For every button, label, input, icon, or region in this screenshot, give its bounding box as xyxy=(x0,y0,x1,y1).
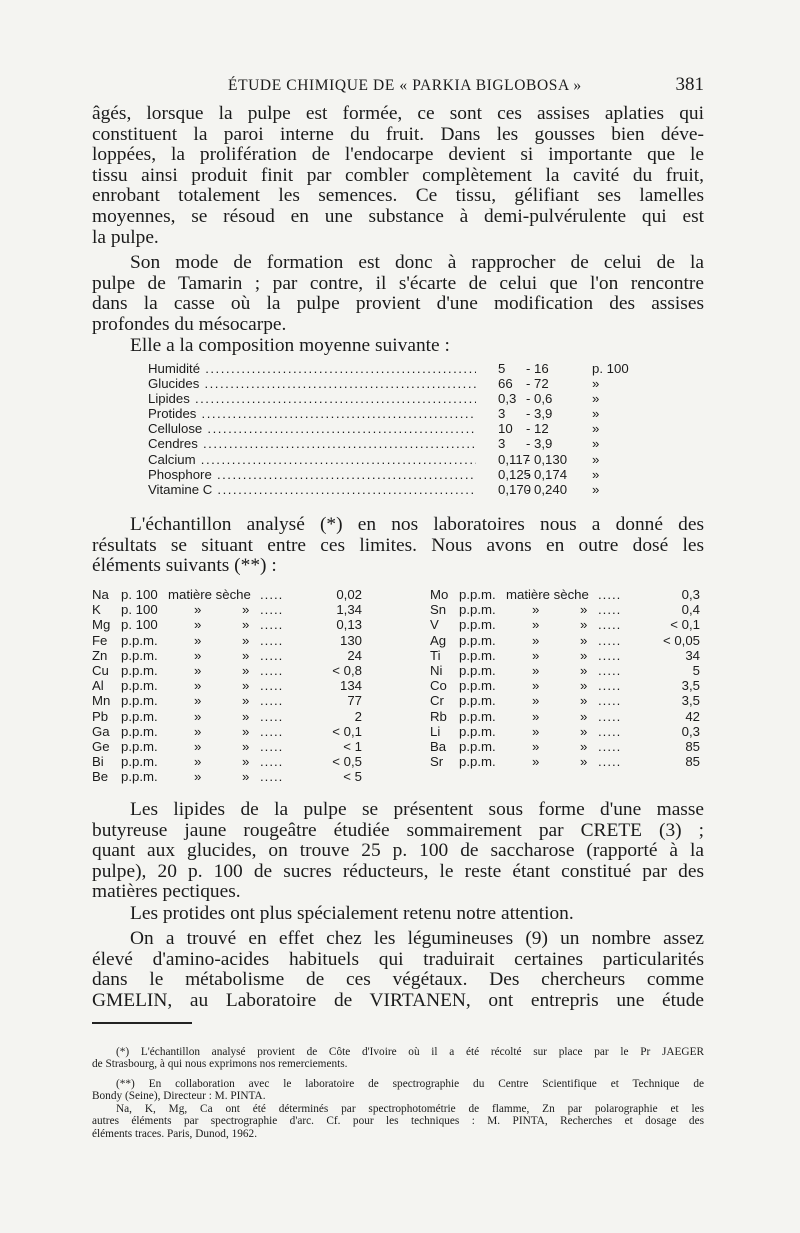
element-sym: Cu xyxy=(92,662,109,678)
composition-row xyxy=(148,436,648,451)
composition-row xyxy=(148,406,648,421)
element-q2: » xyxy=(242,769,250,785)
composition-low: 0,125 xyxy=(498,466,532,482)
element-row xyxy=(92,617,362,632)
running-title: ÉTUDE CHIMIQUE DE « PARKIA BIGLOBOSA » xyxy=(228,77,582,94)
text-line: la pulpe. xyxy=(92,226,159,248)
element-sym: Ni xyxy=(430,662,443,678)
element-q1: » xyxy=(194,602,202,618)
element-row xyxy=(92,709,362,724)
element-val: < 0,05 xyxy=(662,632,700,648)
element-val: 5 xyxy=(692,662,700,678)
footnote-divider xyxy=(92,1022,192,1024)
composition-unit: » xyxy=(592,436,600,452)
text-line: loppées, la prolifération de l'endocarpe devient si importante que le xyxy=(92,144,704,166)
element-dots: ..... xyxy=(260,602,284,618)
element-q1: » xyxy=(532,662,540,678)
element-row xyxy=(92,663,362,678)
element-unit: p.p.m. xyxy=(459,693,496,709)
element-unit: p.p.m. xyxy=(121,723,158,739)
element-q2: » xyxy=(580,693,588,709)
element-q2: » xyxy=(242,632,250,648)
element-sym: Ga xyxy=(92,723,110,739)
element-sym: Ti xyxy=(430,647,441,663)
element-unit: p.p.m. xyxy=(459,647,496,663)
composition-label: Protides ..... xyxy=(148,406,476,421)
element-val: 85 xyxy=(685,738,700,754)
element-mat: matière sèche xyxy=(168,587,251,602)
text-line: quant aux glucides, on trouve 25 p. 100 de saccharose (rapporté à la xyxy=(92,840,704,862)
element-sym: Ge xyxy=(92,738,110,754)
element-unit: p.p.m. xyxy=(459,754,496,770)
element-dots: ..... xyxy=(598,693,622,709)
element-dots: ..... xyxy=(260,662,284,678)
element-dots: ..... xyxy=(598,723,622,739)
text-line: âgés, lorsque la pulpe est formée, ce sont ces assises aplaties qui xyxy=(92,103,704,124)
element-sym: Mn xyxy=(92,693,111,709)
element-val: < 0,1 xyxy=(670,617,700,633)
element-q1: » xyxy=(532,632,540,648)
element-q1: » xyxy=(532,602,540,618)
page-number: 381 xyxy=(675,74,704,95)
composition-unit: » xyxy=(592,466,600,482)
element-row xyxy=(92,633,362,648)
text-line: élevé d'amino-acides habituels qui traduirait certaines particularités xyxy=(92,948,704,970)
element-dots: ..... xyxy=(260,587,284,602)
element-val: < 5 xyxy=(343,769,362,785)
composition-table xyxy=(148,361,648,497)
element-unit: p.p.m. xyxy=(459,723,496,739)
text-line: GMELIN, au Laboratoire de VIRTANEN, ont entrepris une étude xyxy=(92,989,704,1011)
element-val: 34 xyxy=(685,647,700,663)
element-row xyxy=(92,678,362,693)
element-dots: ..... xyxy=(598,632,622,648)
element-dots: ..... xyxy=(598,678,622,694)
text-line: moyennes, se résoud en une substance à demi-pulvérulente qui est xyxy=(92,205,704,227)
element-q2: » xyxy=(242,662,250,678)
element-row xyxy=(430,754,700,769)
element-val: 134 xyxy=(339,678,362,694)
element-val: < 0,5 xyxy=(332,754,362,770)
element-row xyxy=(92,648,362,663)
footnote-line: éléments traces. Paris, Dunod, 1962. xyxy=(92,1127,258,1140)
element-q1: » xyxy=(194,738,202,754)
element-unit: p.p.m. xyxy=(459,662,496,678)
element-sym: Ag xyxy=(430,632,447,648)
element-sym: Fe xyxy=(92,632,108,648)
element-sym: Co xyxy=(430,678,447,694)
element-q2: » xyxy=(242,602,250,618)
paragraph-composition-intro xyxy=(92,336,704,357)
composition-unit: » xyxy=(592,376,600,392)
element-row xyxy=(430,739,700,754)
element-val: 1,34 xyxy=(336,602,362,618)
composition-unit: » xyxy=(592,406,600,422)
element-q1: » xyxy=(532,754,540,770)
element-q2: » xyxy=(580,617,588,633)
element-sym: Cr xyxy=(430,693,444,709)
composition-high: - 0,174 xyxy=(526,466,568,482)
composition-label: Glucides ..... xyxy=(148,376,476,391)
element-row xyxy=(430,602,700,617)
paragraph-amino-acids xyxy=(92,929,704,1011)
paragraph-sample-analysis xyxy=(92,515,704,577)
element-sym: Mg xyxy=(92,617,111,633)
text-line: Elle a la composition moyenne suivante : xyxy=(130,335,450,356)
element-q2: » xyxy=(580,754,588,770)
element-q1: » xyxy=(532,647,540,663)
composition-high: - 0,130 xyxy=(526,451,568,467)
element-val: 130 xyxy=(339,632,362,648)
text-line: pulpe de Tamarin ; par contre, il s'écarte de celui que l'on rencontre xyxy=(92,272,704,294)
element-sym: Bi xyxy=(92,754,104,770)
footnote-line: Na, K, Mg, Ca ont été déterminés par spectrophotométrie de flamme, Zn par polarographie et les xyxy=(116,1103,704,1115)
text-line: Son mode de formation est donc à rapprocher de celui de la xyxy=(130,252,704,273)
element-row xyxy=(430,709,700,724)
element-q1: » xyxy=(532,693,540,709)
element-q1: » xyxy=(194,647,202,663)
element-val: < 0,1 xyxy=(332,723,362,739)
element-row xyxy=(430,693,700,708)
element-q2: » xyxy=(580,738,588,754)
element-sym: Rb xyxy=(430,708,447,724)
element-val: < 0,8 xyxy=(332,662,362,678)
element-q1: » xyxy=(194,754,202,770)
composition-low: 0,3 xyxy=(498,391,517,407)
text-line: Les protides ont plus spécialement retenu notre attention. xyxy=(130,903,574,924)
composition-low: 66 xyxy=(498,376,513,392)
element-sym: Mo xyxy=(430,587,449,602)
element-q1: » xyxy=(532,678,540,694)
element-val: 0,4 xyxy=(681,602,700,618)
element-row xyxy=(430,724,700,739)
composition-low: 10 xyxy=(498,421,513,437)
composition-row xyxy=(148,452,648,467)
element-sym: V xyxy=(430,617,439,633)
composition-unit: » xyxy=(592,421,600,437)
composition-high: - 72 xyxy=(526,376,549,392)
element-dots: ..... xyxy=(598,617,622,633)
element-q1: » xyxy=(532,738,540,754)
element-unit: p.p.m. xyxy=(121,754,158,770)
element-q1: » xyxy=(194,693,202,709)
composition-unit: p. 100 xyxy=(592,361,629,376)
element-q1: » xyxy=(532,617,540,633)
element-sym: K xyxy=(92,602,101,618)
element-dots: ..... xyxy=(260,769,284,785)
element-dots: ..... xyxy=(260,632,284,648)
element-dots: ..... xyxy=(260,708,284,724)
element-unit: p.p.m. xyxy=(459,602,496,618)
composition-low: 5 xyxy=(498,361,506,376)
composition-label: Phosphore ..... xyxy=(148,467,476,482)
element-row xyxy=(92,739,362,754)
element-val: 0,3 xyxy=(681,723,700,739)
element-q2: » xyxy=(580,678,588,694)
element-sym: Pb xyxy=(92,708,109,724)
composition-high: - 3,9 xyxy=(526,406,553,422)
composition-high: - 0,240 xyxy=(526,481,568,497)
element-val: 85 xyxy=(685,754,700,770)
footnote-line: autres éléments par spectrographie d'arc. Cf. pour les techniques : M. PINTA, Recherches et dosage des xyxy=(92,1115,704,1128)
element-unit: p.p.m. xyxy=(121,632,158,648)
element-row xyxy=(92,587,362,602)
element-row xyxy=(92,602,362,617)
element-unit: p.p.m. xyxy=(121,647,158,663)
footnote-sample xyxy=(92,1046,704,1071)
element-val: 0,13 xyxy=(336,617,362,633)
element-row xyxy=(430,617,700,632)
text-line: profondes du mésocarpe. xyxy=(92,313,287,335)
element-unit: p.p.m. xyxy=(121,738,158,754)
text-line: Les lipides de la pulpe se présentent sous forme d'une masse xyxy=(130,799,704,820)
footnote-line: (**) En collaboration avec le laboratoire de spectrographie du Centre Scientifique et Technique de xyxy=(116,1078,704,1090)
element-dots: ..... xyxy=(260,617,284,633)
element-unit: p.p.m. xyxy=(459,708,496,724)
element-q2: » xyxy=(580,602,588,618)
composition-row xyxy=(148,391,648,406)
paragraph-formation-mode xyxy=(92,253,704,335)
composition-label: Lipides ..... xyxy=(148,391,476,406)
element-val: 2 xyxy=(354,708,362,724)
composition-label: Humidité ..... xyxy=(148,361,476,376)
element-q1: » xyxy=(194,678,202,694)
composition-label: Calcium ..... xyxy=(148,452,476,467)
composition-row xyxy=(148,482,648,497)
element-q1: » xyxy=(194,632,202,648)
element-val: 3,5 xyxy=(681,693,700,709)
element-sym: Sr xyxy=(430,754,444,770)
element-val: 42 xyxy=(685,708,700,724)
text-line: matières pectiques. xyxy=(92,881,241,903)
element-val: 0,02 xyxy=(336,587,362,602)
element-unit: p. 100 xyxy=(121,587,158,602)
text-line: butyreuse jaune rougeâtre étudiée sommairement par CRETE (3) ; xyxy=(92,819,704,841)
element-row xyxy=(430,648,700,663)
composition-row xyxy=(148,376,648,391)
element-unit: p.p.m. xyxy=(121,769,158,785)
element-q2: » xyxy=(242,738,250,754)
element-sym: Al xyxy=(92,678,104,694)
footnote-collaboration xyxy=(92,1078,704,1103)
composition-label: Cellulose ..... xyxy=(148,421,476,436)
element-dots: ..... xyxy=(598,602,622,618)
composition-unit: » xyxy=(592,481,600,497)
text-line: enrobant totalement les semences. Ce tissu, gélifiant ses lamelles xyxy=(92,185,704,207)
element-val: 3,5 xyxy=(681,678,700,694)
composition-low: 3 xyxy=(498,436,506,452)
elements-column-left xyxy=(92,587,362,784)
composition-row xyxy=(148,361,648,376)
element-row xyxy=(430,587,700,602)
element-row xyxy=(92,724,362,739)
footnote-methods xyxy=(92,1103,704,1140)
element-unit: p.p.m. xyxy=(459,738,496,754)
composition-label: Cendres ..... xyxy=(148,436,476,451)
element-row xyxy=(92,693,362,708)
element-q1: » xyxy=(532,708,540,724)
element-q2: » xyxy=(580,723,588,739)
text-line: dans la casse où la pulpe provient d'une modification des assises xyxy=(92,293,704,315)
footnote-line: de Strasbourg, à qui nous exprimons nos remerciements. xyxy=(92,1058,348,1071)
element-sym: Be xyxy=(92,769,109,785)
footnote-line: (*) L'échantillon analysé provient de Côte d'Ivoire où il a été récolté sur place par le Pr JAEGER xyxy=(116,1046,704,1058)
element-dots: ..... xyxy=(260,693,284,709)
footnote-line: Bondy (Seine), Directeur : M. PINTA. xyxy=(92,1090,266,1103)
element-dots: ..... xyxy=(598,754,622,770)
element-q1: » xyxy=(194,769,202,785)
element-unit: p.p.m. xyxy=(121,678,158,694)
element-q1: » xyxy=(194,662,202,678)
element-unit: p.p.m. xyxy=(459,587,496,602)
element-sym: Zn xyxy=(92,647,108,663)
element-unit: p.p.m. xyxy=(121,662,158,678)
composition-row xyxy=(148,467,648,482)
element-dots: ..... xyxy=(260,647,284,663)
running-header xyxy=(92,74,704,98)
element-dots: ..... xyxy=(598,587,622,602)
text-line: dans le métabolisme de ces végétaux. Des chercheurs comme xyxy=(92,969,704,991)
composition-high: - 3,9 xyxy=(526,436,553,452)
composition-unit: » xyxy=(592,451,600,467)
element-unit: p.p.m. xyxy=(459,617,496,633)
element-dots: ..... xyxy=(260,738,284,754)
element-q1: » xyxy=(194,617,202,633)
element-sym: Ba xyxy=(430,738,447,754)
element-unit: p. 100 xyxy=(121,617,158,633)
composition-high: - 0,6 xyxy=(526,391,553,407)
elements-column-right xyxy=(430,587,700,769)
text-line: constituent la paroi interne du fruit. Dans les gousses bien déve- xyxy=(92,123,704,145)
element-unit: p.p.m. xyxy=(459,678,496,694)
paragraph-pulp-formation xyxy=(92,104,704,248)
element-val: < 1 xyxy=(343,738,362,754)
element-q2: » xyxy=(242,754,250,770)
element-row xyxy=(430,633,700,648)
composition-unit: » xyxy=(592,391,600,407)
composition-high: - 16 xyxy=(526,361,549,376)
element-dots: ..... xyxy=(598,662,622,678)
element-dots: ..... xyxy=(598,647,622,663)
element-q1: » xyxy=(194,723,202,739)
element-q2: » xyxy=(242,647,250,663)
element-q2: » xyxy=(242,693,250,709)
element-val: 77 xyxy=(347,693,362,709)
composition-row xyxy=(148,421,648,436)
element-q2: » xyxy=(580,662,588,678)
element-row xyxy=(92,754,362,769)
paragraph-protides xyxy=(92,904,704,925)
element-q2: » xyxy=(242,678,250,694)
text-line: pulpe), 20 p. 100 de sucres réducteurs, le reste étant constitué par des xyxy=(92,860,704,882)
text-line: résultats se situant entre ces limites. Nous avons en outre dosé les xyxy=(92,534,704,556)
paragraph-lipids xyxy=(92,800,704,903)
composition-low: 3 xyxy=(498,406,506,422)
composition-label: Vitamine C ..... xyxy=(148,482,476,497)
element-dots: ..... xyxy=(260,754,284,770)
element-dots: ..... xyxy=(260,723,284,739)
element-q2: » xyxy=(580,632,588,648)
text-line: L'échantillon analysé (*) en nos laboratoires nous a donné des xyxy=(130,514,704,535)
element-unit: p.p.m. xyxy=(121,708,158,724)
element-dots: ..... xyxy=(598,738,622,754)
element-q2: » xyxy=(242,617,250,633)
element-row xyxy=(430,663,700,678)
element-q2: » xyxy=(242,708,250,724)
composition-low: 0,170 xyxy=(498,481,532,497)
element-q2: » xyxy=(242,723,250,739)
text-line: éléments suivants (**) : xyxy=(92,555,277,577)
element-row xyxy=(430,678,700,693)
element-row xyxy=(92,769,362,784)
element-unit: p. 100 xyxy=(121,602,158,618)
element-dots: ..... xyxy=(598,708,622,724)
text-line: tissu ainsi produit finit par combler complètement la cavité du fruit, xyxy=(92,164,704,186)
element-q1: » xyxy=(194,708,202,724)
element-dots: ..... xyxy=(260,678,284,694)
element-val: 0,3 xyxy=(681,587,700,602)
element-unit: p.p.m. xyxy=(121,693,158,709)
element-q2: » xyxy=(580,708,588,724)
element-mat: matière sèche xyxy=(506,587,589,602)
element-val: 24 xyxy=(347,647,362,663)
composition-low: 0,117 xyxy=(498,451,531,467)
element-unit: p.p.m. xyxy=(459,632,496,648)
composition-high: - 12 xyxy=(526,421,549,437)
element-q2: » xyxy=(580,647,588,663)
element-sym: Sn xyxy=(430,602,447,618)
element-sym: Na xyxy=(92,587,109,602)
element-q1: » xyxy=(532,723,540,739)
element-sym: Li xyxy=(430,723,441,739)
text-line: On a trouvé en effet chez les légumineuses (9) un nombre assez xyxy=(130,928,704,949)
